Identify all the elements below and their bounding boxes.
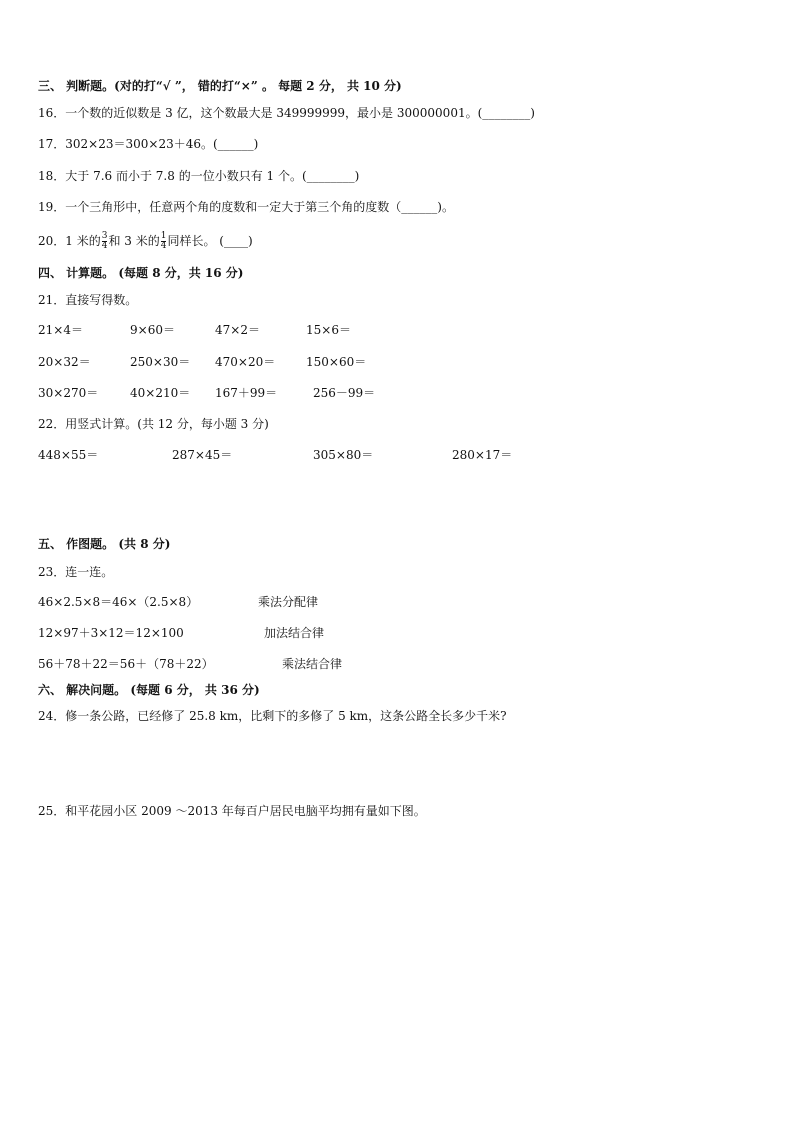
question-18: 18．大于 7.6 而小于 7.8 的一位小数只有 1 个。(________) <box>38 169 360 183</box>
matching-law: 乘法结合律 <box>282 657 343 671</box>
question-19: 19．一个三角形中，任意两个角的度数和一定大于第三个角的度数（______)。 <box>38 200 454 214</box>
question-21-title: 21．直接写得数。 <box>38 293 138 307</box>
fraction-denominator: 4 <box>160 241 167 251</box>
fraction-numerator: 3 <box>101 231 108 241</box>
question-17: 17．302×23＝300×23＋46。(______) <box>38 137 259 151</box>
calc-item: 150×60＝ <box>306 355 367 369</box>
question-16: 16．一个数的近似数是 3 亿，这个数最大是 349999999，最小是 300000001。(________) <box>38 106 535 120</box>
calc-item: 47×2＝ <box>215 323 260 337</box>
matching-expression: 12×97＋3×12＝12×100 <box>38 626 184 640</box>
fraction-three-quarters <box>102 232 108 251</box>
question-20 <box>38 230 253 252</box>
section-5-header: 五、 作图题。 (共 8 分) <box>38 537 171 551</box>
question-23-title: 23．连一连。 <box>38 565 114 579</box>
section-3-header: 三、 判断题。(对的打“√ ”， 错的打“×” 。 每题 2 分， 共 10 分) <box>38 79 402 93</box>
fraction-numerator: 1 <box>160 231 167 241</box>
section-6-header: 六、 解决问题。 (每题 6 分， 共 36 分) <box>38 683 260 697</box>
calc-item: 20×32＝ <box>38 355 91 369</box>
question-25: 25．和平花园小区 2009 ～2013 年每百户居民电脑平均拥有量如下图。 <box>38 804 426 818</box>
calc-item: 21×4＝ <box>38 323 83 337</box>
vertical-calc-item: 280×17＝ <box>452 448 513 462</box>
calc-item: 250×30＝ <box>130 355 191 369</box>
calc-item: 256－99＝ <box>313 386 376 400</box>
fraction-denominator: 4 <box>101 241 108 251</box>
matching-law: 乘法分配律 <box>258 595 319 609</box>
matching-expression: 56＋78＋22＝56＋（78＋22） <box>38 657 214 671</box>
question-24: 24．修一条公路，已经修了 25.8 km，比剩下的多修了 5 km，这条公路全长多少千米? <box>38 709 507 723</box>
q20-suffix: 同样长。 (____) <box>167 234 253 248</box>
calc-item: 15×6＝ <box>306 323 351 337</box>
vertical-calc-item: 305×80＝ <box>313 448 374 462</box>
section-4-header: 四、 计算题。 (每题 8 分，共 16 分) <box>38 266 244 280</box>
calc-item: 9×60＝ <box>130 323 175 337</box>
q20-middle: 和 3 米的 <box>108 234 160 248</box>
q20-prefix: 20．1 米的 <box>38 234 101 248</box>
calc-item: 30×270＝ <box>38 386 99 400</box>
calc-item: 167＋99＝ <box>215 386 278 400</box>
fraction-one-quarter <box>161 232 167 251</box>
calc-item: 470×20＝ <box>215 355 276 369</box>
vertical-calc-item: 448×55＝ <box>38 448 99 462</box>
matching-expression: 46×2.5×8＝46×（2.5×8） <box>38 595 199 609</box>
matching-law: 加法结合律 <box>264 626 325 640</box>
question-22-title: 22．用竖式计算。(共 12 分，每小题 3 分) <box>38 417 269 431</box>
vertical-calc-item: 287×45＝ <box>172 448 233 462</box>
calc-item: 40×210＝ <box>130 386 191 400</box>
